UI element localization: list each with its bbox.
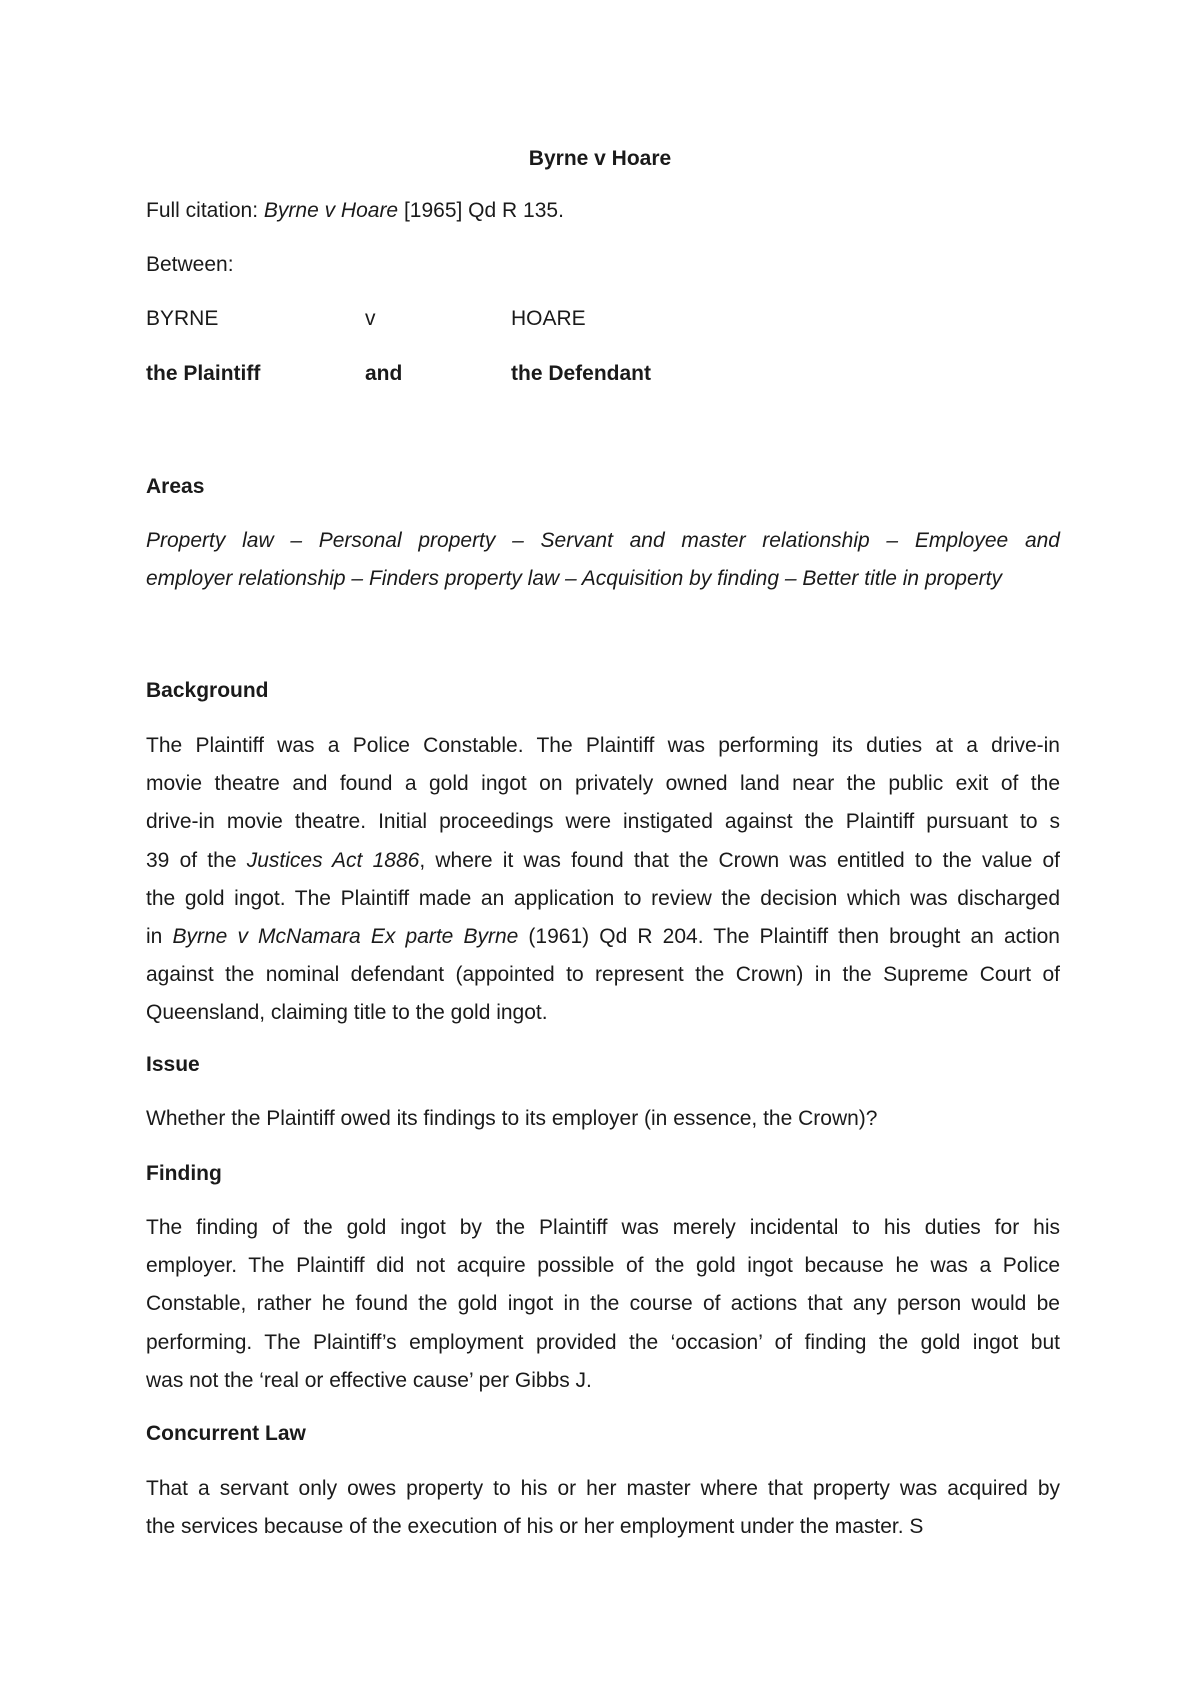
citation-prefix: Full citation:	[146, 199, 264, 222]
background-line	[146, 842, 1060, 880]
areas-line-text: Property law – Personal property – Servant and master relationship – Employee and	[146, 529, 1060, 552]
finding-line: The finding of the gold ingot by the Plaintiff was merely incidental to his duties for his	[146, 1216, 1060, 1239]
background-text	[146, 727, 1060, 1033]
plaintiff-role: the Plaintiff	[146, 362, 261, 385]
background-line: movie theatre and found a gold ingot on privately owned land near the public exit of the	[146, 772, 1060, 796]
finding-line: performing. The Plaintiff’s employment provided the ‘occasion’ of finding the gold ingot but	[146, 1330, 1060, 1354]
background-line: The Plaintiff was a Police Constable. The Plaintiff was performing its duties at a drive-in	[146, 734, 1060, 757]
concurrent-law-text	[146, 1470, 1060, 1546]
conjunction-label: and	[365, 362, 403, 385]
concurrent-law-line: That a servant only owes property to his or her master where that property was acquired by	[146, 1477, 1060, 1500]
citation-suffix: [1965] Qd R 135.	[398, 199, 564, 222]
areas-text	[146, 522, 1060, 598]
areas-line	[146, 560, 1060, 598]
areas-line-text: employer relationship – Finders property law – Acquisition by finding – Better title in property	[146, 567, 1002, 591]
plaintiff-name: BYRNE	[146, 307, 219, 330]
versus-label: v	[365, 307, 376, 330]
finding-line: employer. The Plaintiff did not acquire possible of the gold ingot because he was a Police	[146, 1254, 1060, 1278]
text-run: (1961) Qd R 204. The Plaintiff then brought an action	[518, 925, 1060, 949]
citation-case-name: Byrne v Hoare	[263, 199, 399, 222]
finding-line: Constable, rather he found the gold ingot in the course of actions that any person would be	[146, 1292, 1060, 1316]
case-name: Byrne v McNamara Ex parte Byrne	[172, 925, 519, 949]
background-line: against the nominal defendant (appointed to represent the Crown) in the Supreme Court of	[146, 963, 1060, 987]
background-line: Queensland, claiming title to the gold ingot.	[146, 1001, 548, 1025]
issue-heading: Issue	[146, 1053, 200, 1076]
concurrent-law-line: the services because of the execution of his or her employment under the master. S	[146, 1515, 924, 1539]
act-name: Justices Act 1886	[246, 848, 420, 872]
document-title: Byrne v Hoare	[528, 147, 672, 170]
concurrent-law-heading: Concurrent Law	[146, 1422, 306, 1445]
background-heading: Background	[146, 679, 269, 702]
text-run: in	[146, 925, 173, 949]
background-line: drive-in movie theatre. Initial proceedings were instigated against the Plaintiff pursuant to s	[146, 810, 1060, 834]
finding-heading: Finding	[146, 1162, 222, 1185]
issue-text: Whether the Plaintiff owed its findings to its employer (in essence, the Crown)?	[146, 1107, 878, 1130]
full-citation	[146, 198, 564, 224]
text-run: 39 of the	[146, 848, 247, 872]
text-run: , where it was found that the Crown was entitled to the value of	[419, 848, 1060, 872]
areas-line	[146, 522, 1060, 560]
defendant-role: the Defendant	[511, 362, 652, 385]
background-line	[146, 918, 1060, 956]
background-line: the gold ingot. The Plaintiff made an application to review the decision which was discharged	[146, 886, 1060, 910]
finding-text	[146, 1209, 1060, 1400]
finding-line: was not the ‘real or effective cause’ per Gibbs J.	[146, 1368, 592, 1392]
defendant-name: HOARE	[511, 307, 586, 330]
between-label: Between:	[146, 253, 234, 276]
areas-heading: Areas	[146, 475, 205, 498]
